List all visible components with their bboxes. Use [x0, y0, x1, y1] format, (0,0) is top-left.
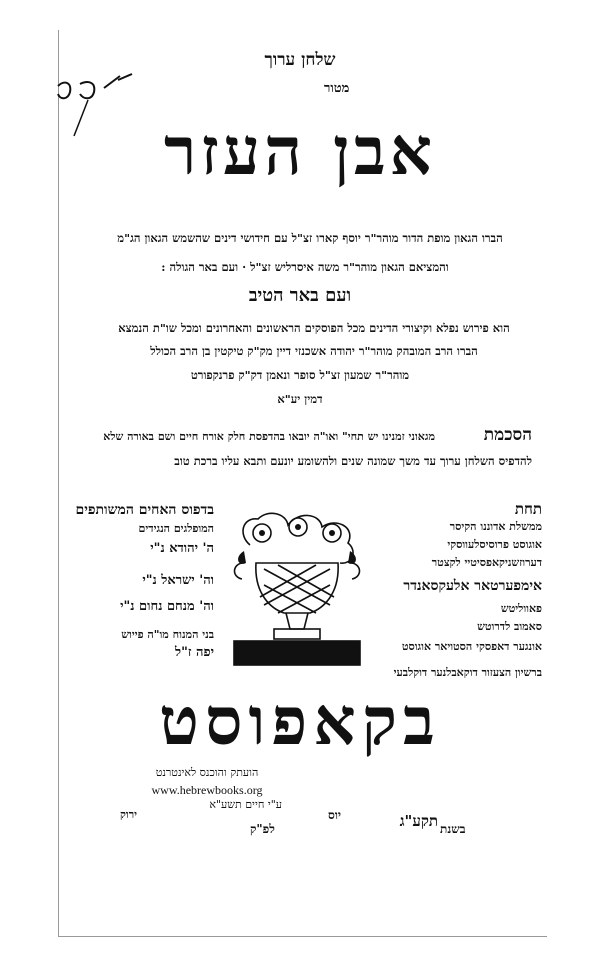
haskama-line-1: מגאוני זמנינו יש תחי" ואו"ה יובאו בהדפסת חלק אורח חיים ושם באורה שלא — [103, 430, 435, 443]
left-column-line: המופלגים הנגידים — [138, 522, 214, 535]
right-column-line: אונגער דאפסקי הסטויאר אוגוסט — [401, 640, 542, 653]
header-shulchan-aruch: שלחן ערוך — [264, 50, 336, 70]
right-column-line: אימפערטאר אלעקסאנדר — [403, 578, 542, 594]
mark-small: יוס — [328, 808, 342, 822]
left-column-line: וה' ישראל נ"י — [142, 573, 214, 588]
left-column-line: יפה ז"ל — [175, 645, 214, 660]
body-line-1: הברו הגאון מופת הדור מוהר"ר יוסף קארו זצ"ל עם חידושי דינים שהשמש הגאון הג"מ — [117, 231, 503, 245]
body-line-5: מוהר"ר שמעון זצ"ל סופר ונאמן דק"ק פרנקפורט — [190, 368, 410, 382]
digitized-line-1: הועתק והוכנס לאינטרנט — [155, 766, 259, 779]
body-line-4: הברו הרב המובהק מוהר"ר יהודה אשכנזי דיין מק"ק טיקטין בן הרב הכולל — [150, 344, 478, 358]
left-column-line: בני המנוח מו"ה פייוש — [121, 628, 214, 641]
header-mitur: מטור — [324, 81, 350, 96]
digitized-line-2: ע"י חיים תשע"א — [209, 798, 282, 811]
left-column-line: וה' מנחם נחום נ"י — [120, 599, 214, 614]
subtitle: ועם באר הטיב — [248, 285, 352, 306]
haskama-heading: הסכמת — [483, 425, 532, 445]
left-column-line: בדפוס האחים המשותפים — [75, 502, 214, 518]
right-column-line: סאמוב לדרוטש — [477, 620, 542, 633]
page-title: אבן העזר — [163, 112, 437, 190]
right-column-line: ממשלת אדוננו הקיסר — [449, 520, 542, 533]
right-column-line: אוגוסט פרוסיסלעווסקי — [447, 538, 542, 551]
right-column-line: דערוזשניקאפסיטיי לקצטר — [431, 556, 542, 569]
right-column-line: ברשיון הצעזור דוקאבלנער דוקלבעי — [393, 666, 542, 679]
left-column-line: ה' יהודא נ"י — [150, 541, 214, 556]
mark-left: ירוק — [120, 808, 137, 821]
body-line-6: דמין יע"א — [277, 392, 323, 406]
body-line-2: והמציאם הגאון מוהר"ר משה איסרליש זצ"ל · ועם באר הגולה : — [161, 260, 449, 274]
website-link[interactable]: www.hebrewbooks.org — [151, 783, 263, 797]
body-line-3: הוא פירוש נפלא וקיצורי הדינים מכל הפוסקים הראשונים והאחרונים ומכל שו"ת הנמצא — [118, 321, 510, 335]
print-location: בקאפוסט — [159, 682, 441, 760]
flower-vase-ornament — [228, 505, 366, 670]
right-column-line: תחת — [514, 500, 542, 518]
haskama-line-2: להדפיס השלחן ערוך עד משך שמונה שנים ולהשומע יונעם ותבא עליו ברכת טוב — [174, 454, 532, 468]
publication-year: תקע"ג — [399, 812, 438, 830]
year-prefix: בשנת — [440, 822, 466, 836]
right-column-line: פאווליטש — [500, 602, 542, 615]
year-suffix: לפ"ק — [250, 822, 275, 836]
